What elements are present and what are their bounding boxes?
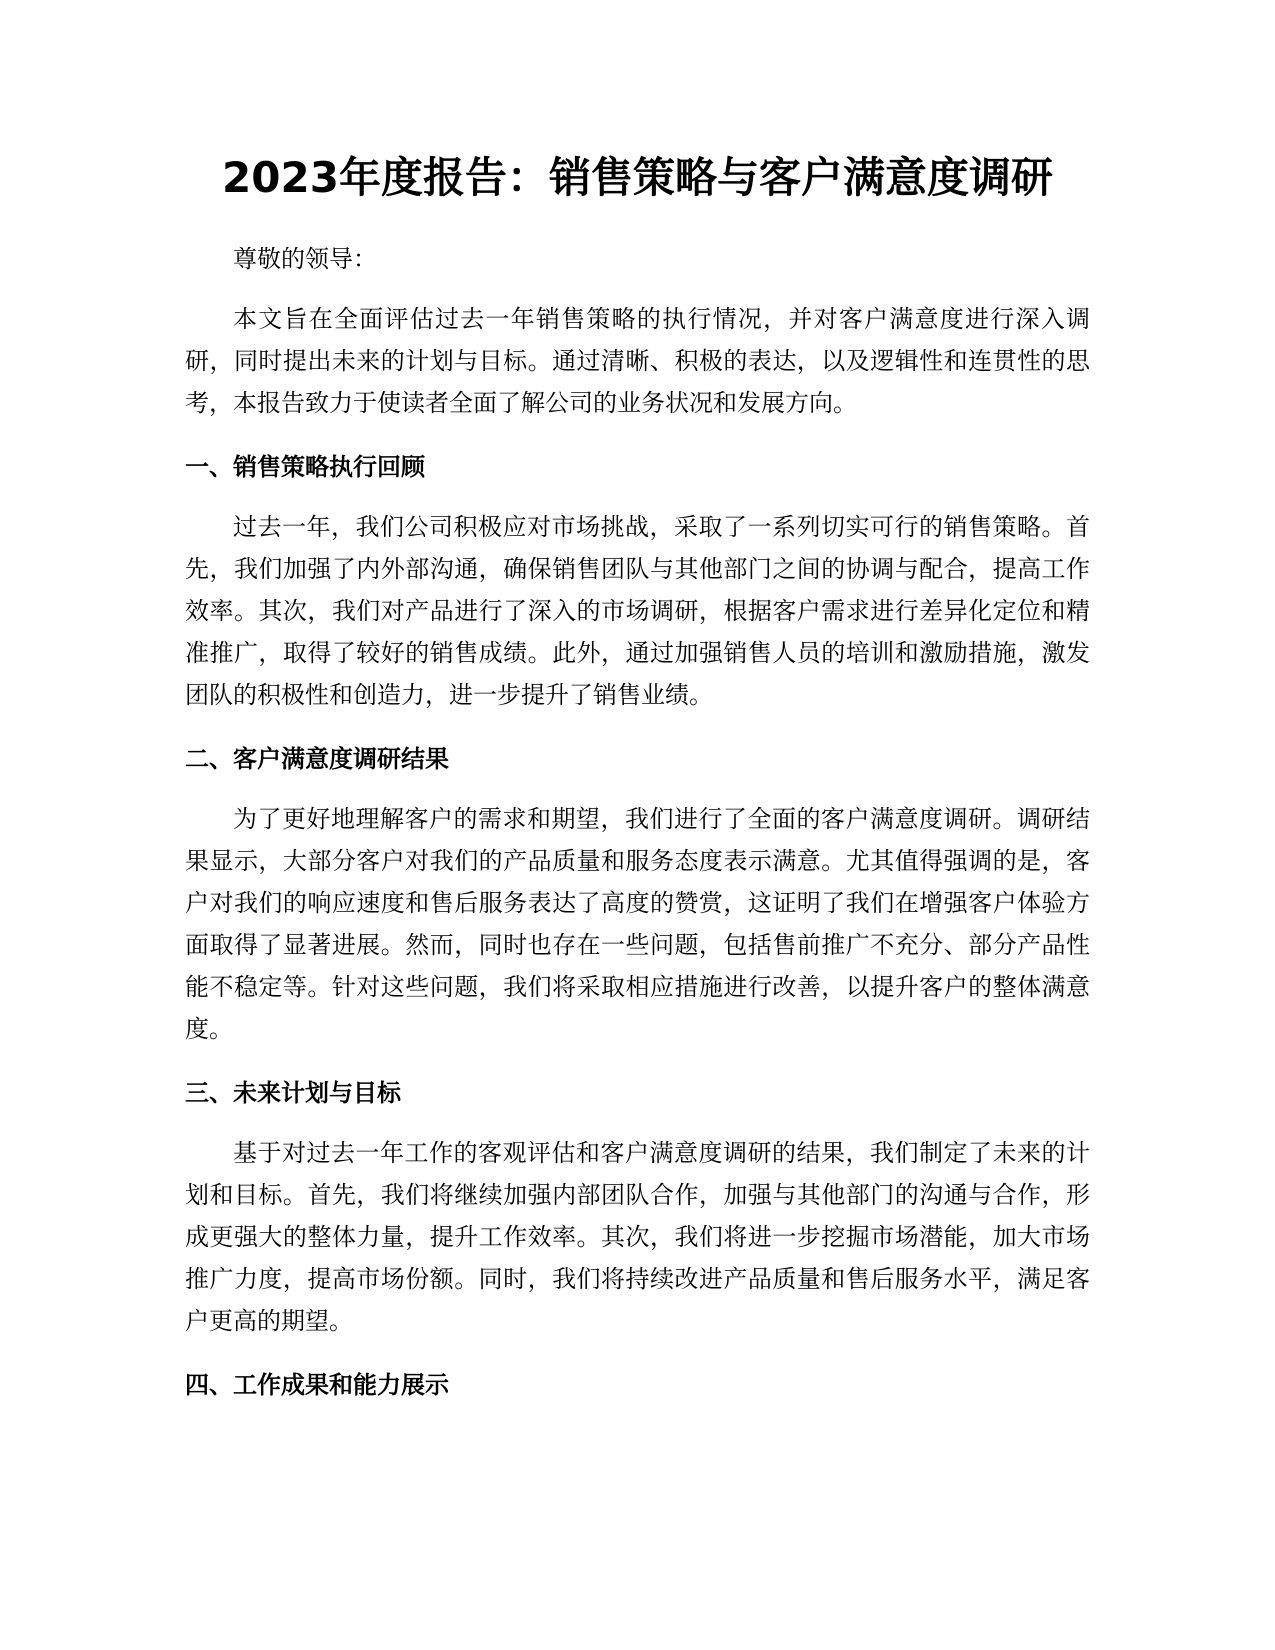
section-body-sales-review: 过去一年，我们公司积极应对市场挑战，采取了一系列切实可行的销售策略。首先，我们加强了内外部沟通，确保销售团队与其他部门之间的协调与配合，提高工作效率。其次，我们对产品进行了深入的市场调研，根据客户需求进行差异化定位和精准推广，取得了较好的销售成绩。此外，通过加强销售人员的培训和激励措施，激发团队的积极性和创造力，进一步提升了销售业绩。 [185,513,1090,709]
section-heading-future-plans: 三、未来计划与目标 [185,1079,401,1107]
section-body-satisfaction-results: 为了更好地理解客户的需求和期望，我们进行了全面的客户满意度调研。调研结果显示，大部分客户对我们的产品质量和服务态度表示满意。尤其值得强调的是，客户对我们的响应速度和售后服务表达了高度的赞赏，这证明了我们在增强客户体验方面取得了显著进展。然而，同时也存在一些问题，包括售前推广不充分、部分产品性能不稳定等。针对这些问题，我们将采取相应措施进行改善，以提升客户的整体满意度。 [185,805,1090,1043]
section-heading-sales-review: 一、销售策略执行回顾 [185,453,425,481]
section-heading-satisfaction-results: 二、客户满意度调研结果 [185,745,449,773]
document-content [185,140,1090,1406]
section-heading-achievements: 四、工作成果和能力展示 [185,1371,449,1399]
document-title: 2023年度报告：销售策略与客户满意度调研 [222,153,1053,202]
intro-paragraph: 本文旨在全面评估过去一年销售策略的执行情况，并对客户满意度进行深入调研，同时提出未来的计划与目标。通过清晰、积极的表达，以及逻辑性和连贯性的思考，本报告致力于使读者全面了解公司的业务状况和发展方向。 [185,305,1090,417]
section-body-future-plans: 基于对过去一年工作的客观评估和客户满意度调研的结果，我们制定了未来的计划和目标。首先，我们将继续加强内部团队合作，加强与其他部门的沟通与合作，形成更强大的整体力量，提升工作效率。其次，我们将进一步挖掘市场潜能，加大市场推广力度，提高市场份额。同时，我们将持续改进产品质量和售后服务水平，满足客户更高的期望。 [185,1139,1090,1335]
salutation: 尊敬的领导： [233,245,377,273]
